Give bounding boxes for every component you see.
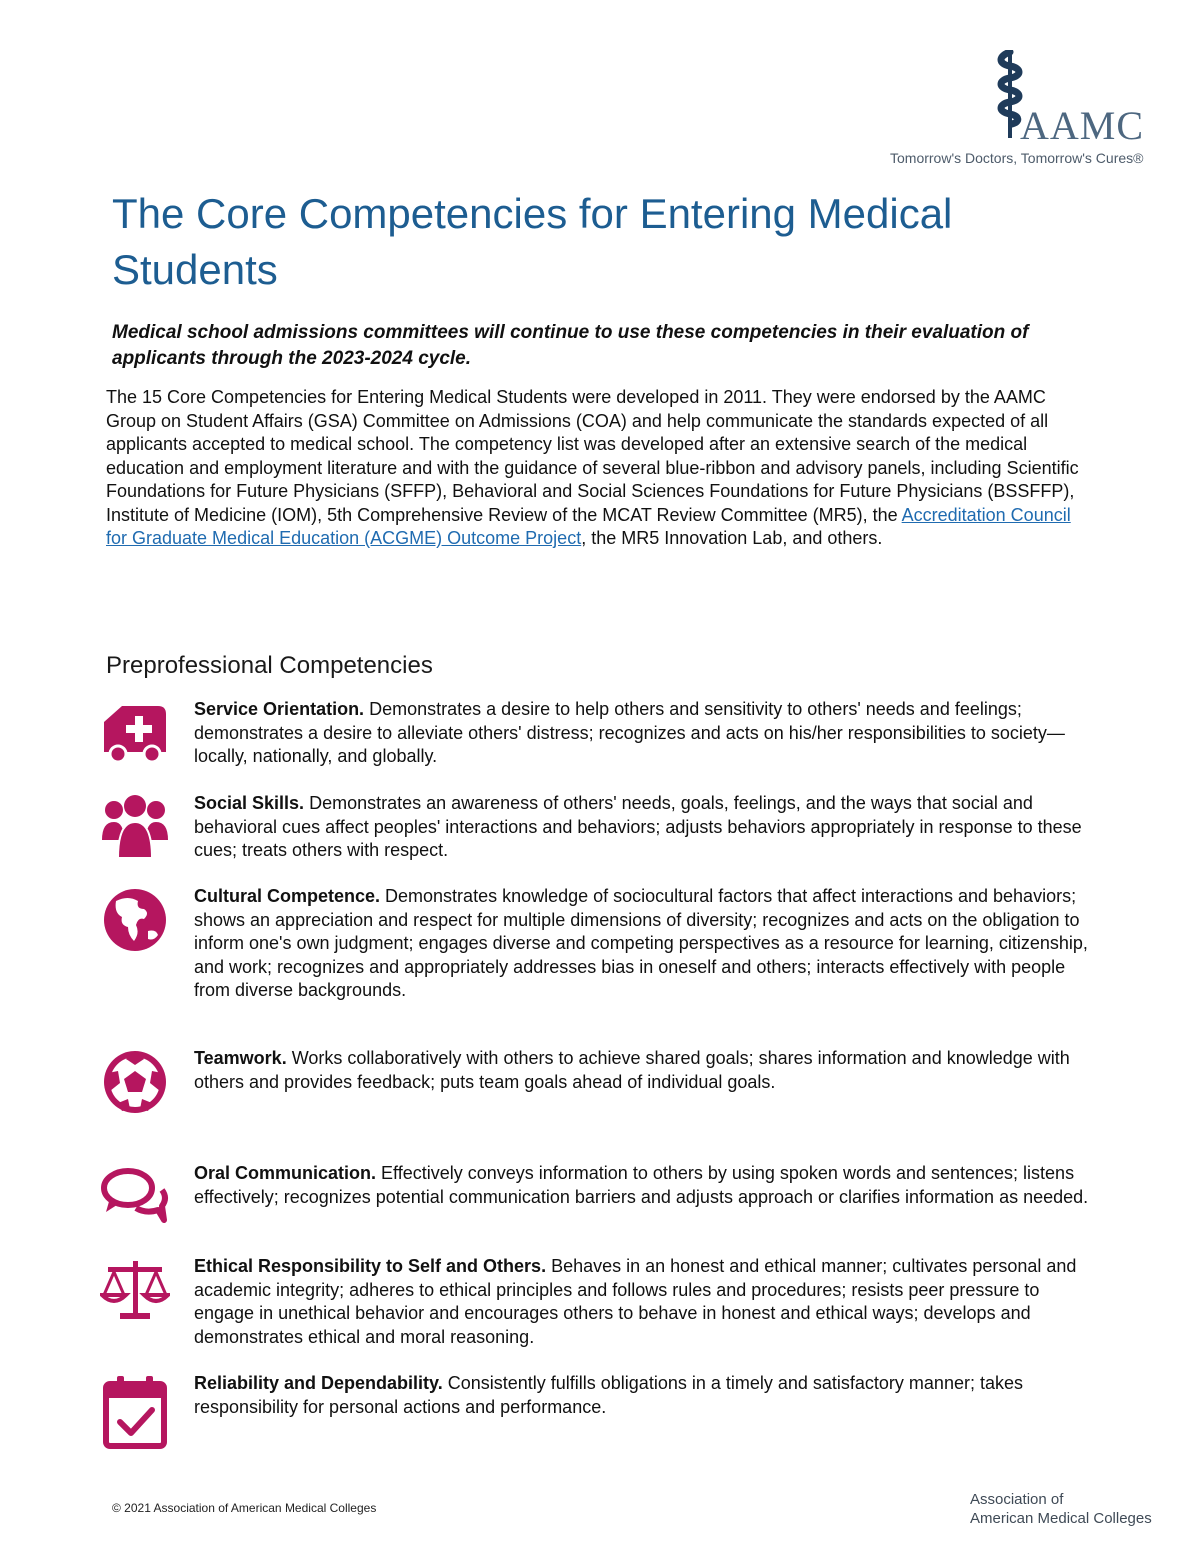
- footer-org-line1: Association of: [970, 1491, 1064, 1508]
- competency-text: [194, 698, 1099, 769]
- people-group-icon: [100, 792, 170, 862]
- competency-text: [194, 1162, 1099, 1209]
- intro-text-after: , the MR5 Innovation Lab, and others.: [581, 528, 883, 548]
- competency-description: Consistently fulfills obligations in a timely and satisfactory manner; takes responsibility for personal actions and performance.: [194, 1373, 1023, 1417]
- page-subtitle: Medical school admissions committees will continue to use these competencies in their evaluation of applicants through the 2023-2024 cycle.: [112, 322, 1029, 369]
- intro-paragraph: [106, 386, 1096, 551]
- intro-text-before: The 15 Core Competencies for Entering Medical Students were developed in 2011. They were endorsed by the AAMC Group on Student Affairs (GSA) Committee on Admissions (COA) and help communicate the standards expected of all applicants accepted to medical school. The competency list was developed after an extensive search of the medical education and employment literature and with the guidance of several blue-ribbon and advisory panels, including Scientific Foundations for Future Physicians (SFFP), Behavioral and Social Sciences Foundations for Future Physicians (BSSFFP), Institute of Medicine (IOM), 5th Comprehensive Review of the MCAT Review Committee (MR5), the: [106, 387, 1079, 525]
- ambulance-icon: [100, 698, 170, 768]
- competency-description: Behaves in an honest and ethical manner; cultivates personal and academic integrity; adheres to ethical principles and follows rules and procedures; resists peer pressure to engage in unethical behavior and encourages others to behave in honest and ethical ways; develops and demonstrates ethical and moral reasoning.: [194, 1256, 1077, 1347]
- logo-text: AAMC: [1020, 103, 1145, 148]
- competency-text: [194, 792, 1099, 863]
- competency-description: Demonstrates a desire to help others and sensitivity to others' needs and feelings; demonstrates a desire to alleviate others' distress; recognizes and acts on his/her responsibilities to society—locally, nationally, and globally.: [194, 699, 1065, 766]
- aamc-logo: [870, 50, 1160, 170]
- competency-name: Reliability and Dependability.: [194, 1373, 443, 1393]
- competency-name: Oral Communication.: [194, 1163, 377, 1183]
- footer-org-name: [970, 1490, 1152, 1528]
- competency-description: Demonstrates an awareness of others' needs, goals, feelings, and the ways that social and behavioral cues affect peoples' interactions and behaviors; adjusts behaviors appropriately in response to these cues; treats others with respect.: [194, 793, 1082, 860]
- section-heading: Preprofessional Competencies: [106, 652, 433, 679]
- acgme-link[interactable]: Accreditation Council for Graduate Medical Education (ACGME) Outcome Project: [106, 504, 1071, 548]
- competency-name: Social Skills.: [194, 793, 305, 813]
- competency-text: [194, 885, 1099, 1003]
- competency-description: Works collaboratively with others to achieve shared goals; shares information and knowledge with others and provides feedback; puts team goals ahead of individual goals.: [194, 1048, 1070, 1092]
- footer-copyright: © 2021 Association of American Medical Colleges: [112, 1501, 377, 1515]
- competency-description: Effectively conveys information to others by using spoken words and sentences; listens effectively; recognizes potential communication barriers and adjusts approach or clarifies information as needed.: [194, 1163, 1089, 1207]
- soccer-ball-icon: [100, 1047, 170, 1117]
- calendar-check-icon: [100, 1372, 170, 1452]
- competency-name: Teamwork.: [194, 1048, 287, 1068]
- competency-text: [194, 1047, 1099, 1094]
- footer-org-line2: American Medical Colleges: [970, 1510, 1152, 1527]
- competency-name: Ethical Responsibility to Self and Others.: [194, 1256, 547, 1276]
- speech-bubbles-icon: [100, 1162, 170, 1232]
- globe-icon: [100, 885, 170, 955]
- competency-text: [194, 1255, 1099, 1349]
- scales-icon: [100, 1255, 170, 1325]
- page-title: The Core Competencies for Entering Medical Students: [112, 190, 953, 293]
- competency-name: Cultural Competence.: [194, 886, 381, 906]
- competency-name: Service Orientation.: [194, 699, 365, 719]
- competency-text: [194, 1372, 1099, 1419]
- competency-description: Demonstrates knowledge of sociocultural factors that affect interactions and behaviors; shows an appreciation and respect for multiple dimensions of diversity; recognizes and acts on the obligation to inform one's own judgment; engages diverse and competing perspectives as a resource for learning, citizenship, and work; recognizes and appropriately addresses bias in oneself and others; interacts effectively with people from diverse backgrounds.: [194, 886, 1088, 1000]
- logo-tagline: Tomorrow's Doctors, Tomorrow's Cures®: [890, 150, 1144, 166]
